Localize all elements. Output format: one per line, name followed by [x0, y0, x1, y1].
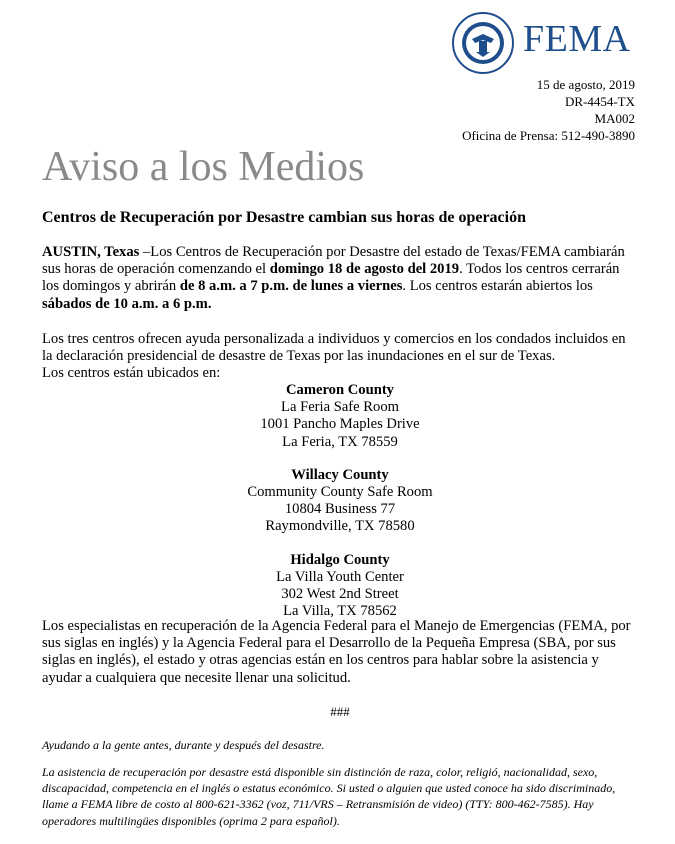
location-willacy	[42, 467, 638, 536]
weekday-hours: de 8 a.m. a 7 p.m. de lunes a viernes	[179, 278, 403, 295]
location-name: Community County Safe Room	[247, 484, 433, 501]
location-name: La Feria Safe Room	[281, 399, 399, 416]
release-date: 15 de agosto, 2019	[536, 77, 635, 92]
dateline: AUSTIN, Texas	[42, 244, 140, 260]
location-county: Cameron County	[286, 382, 394, 398]
location-name: La Villa Youth Center	[276, 568, 404, 585]
end-mark: ###	[330, 704, 350, 719]
intro-paragraph	[42, 244, 638, 313]
location-city: La Feria, TX 78559	[282, 433, 398, 450]
location-county: Hidalgo County	[290, 551, 390, 568]
location-county: Willacy County	[291, 466, 389, 483]
locations-list	[42, 382, 638, 620]
disaster-code: DR-4454-TX	[564, 94, 635, 109]
location-hidalgo	[42, 552, 638, 621]
press-office: Oficina de Prensa: 512-490-3890	[462, 128, 635, 143]
start-date: domingo 18 de agosto del 2019	[269, 261, 460, 278]
intro-text-1: –Los Centros de Recuperación por Desastre del estado de Texas/FEMA cambiarán sus horas de operación comenzando el	[42, 244, 625, 278]
centers-located-label: Los centros están ubicados en:	[42, 365, 221, 382]
fema-wordmark: FEMA	[523, 18, 631, 60]
location-city: Raymondville, TX 78580	[265, 518, 415, 535]
centers-paragraph	[42, 331, 638, 383]
dhs-seal-logo	[452, 12, 514, 74]
saturday-hours: sábados de 10 a.m. a 6 p.m.	[42, 295, 212, 312]
page-title: Aviso a los Medios	[42, 144, 365, 190]
centers-description: Los tres centros ofrecen ayuda personalizada a individuos y comercios en los condados incluidos en la declaración presidencial de desastre de Texas por las inundaciones en el sur de Texas.	[42, 331, 626, 365]
location-street: 302 West 2nd Street	[281, 586, 399, 603]
intro-text-2: . Todos los centros cerrarán los domingos y abrirán	[42, 261, 620, 295]
release-meta	[462, 76, 635, 144]
location-cameron	[42, 382, 638, 451]
disclaimer: La asistencia de recuperación por desastre está disponible sin distinción de raza, color, religió, nacionalidad, sexo, discapacidad, competencia en el inglés o estatus económico. Si usted o alguien que usted conoce ha sido discriminado, llame a FEMA libre de costo al 800-621-3362 (voz, 711/VRS – Retransmisión de video) (TTY: 800-462-7585). Hay operadores multilingües disponibles (oprima 2 para español).	[42, 765, 616, 828]
tagline: Ayudando a la gente antes, durante y después del desastre.	[42, 738, 325, 752]
location-street: 1001 Pancho Maples Drive	[260, 416, 420, 433]
intro-text-3: . Los centros estarán abiertos los	[402, 278, 593, 295]
location-city: La Villa, TX 78562	[283, 603, 397, 620]
release-code: MA002	[594, 111, 635, 126]
headline: Centros de Recuperación por Desastre cambian sus horas de operación	[42, 209, 526, 226]
specialists-paragraph: Los especialistas en recuperación de la Agencia Federal para el Manejo de Emergencias (FEMA, por sus siglas en inglés) y la Agencia Federal para el Desarrollo de la Pequeña Empresa (SBA, por sus siglas en inglés), el estado y otras agencias están en los centros para hablar sobre la asistencia y ayudar a cualquiera que necesite llenar una solicitud.	[42, 618, 631, 686]
location-street: 10804 Business 77	[284, 501, 396, 518]
